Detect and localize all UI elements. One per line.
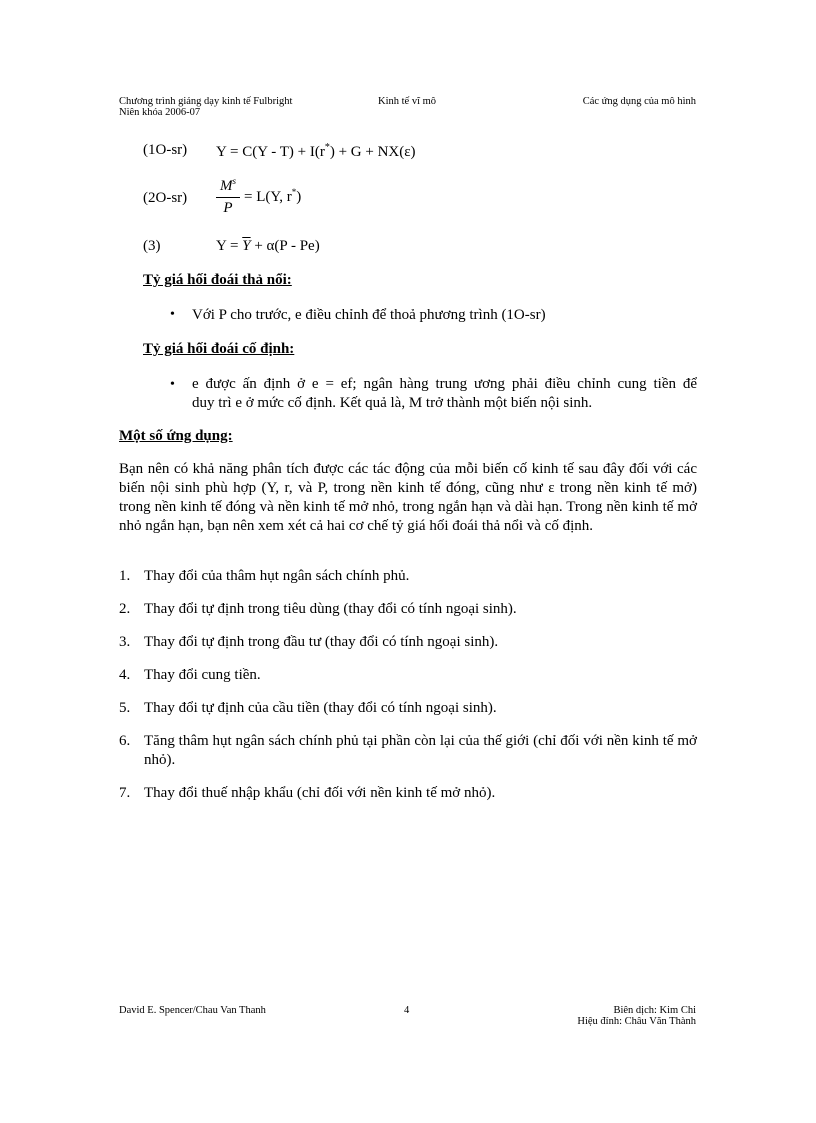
fixed-rate-heading: Tỷ giá hối đoái cố định: — [143, 341, 295, 357]
list-item: 7. Thay đổi thuế nhập khẩu (chỉ đối với nền kinh tế mở nhỏ). — [119, 785, 496, 801]
list-item: 2. Thay đổi tự định trong tiêu dùng (thay đổi có tính ngoại sinh). — [119, 601, 517, 617]
footer-editor: Hiệu đính: Châu Văn Thành — [577, 1016, 696, 1027]
equation-2-label: (2O-sr) — [143, 190, 188, 206]
equation-2-denominator: P — [223, 200, 233, 216]
equation-2-rhs: = L(Y, r*) — [244, 187, 302, 205]
applications-heading: Một số ứng dụng: — [119, 428, 233, 444]
equation-3-ybar: $\overline{Y}$ — [242, 238, 251, 254]
list-item: 5. Thay đổi tự định của cầu tiền (thay đổi có tính ngoại sinh). — [119, 700, 497, 716]
list-item: 1. Thay đổi của thâm hụt ngân sách chính phủ. — [119, 568, 410, 584]
header-course: Kinh tế vĩ mô — [378, 96, 437, 107]
header-left — [119, 96, 292, 118]
equation-2-numerator: $M^s$ — [216, 176, 240, 198]
footer-translator: Biên dịch: Kim Chi — [613, 1005, 696, 1016]
header-chapter: Các ứng dụng của mô hình — [582, 96, 696, 107]
equation-3-lhs: Y = — [216, 238, 243, 254]
equation-1-label: (1O-sr) — [143, 142, 188, 158]
equation-1-lhs: Y = C(Y - T) + I(r — [216, 144, 325, 160]
equation-2 — [216, 176, 301, 217]
page-number: 4 — [404, 1005, 410, 1016]
footer-credits — [577, 1005, 696, 1027]
floating-rate-text: Với P cho trước, e điều chỉnh để thoả phương trình (1O-sr) — [192, 307, 546, 323]
equation-3-rhs: + α(P - Pe) — [250, 238, 320, 254]
equation-1-rhs: ) + G + NX(ε) — [329, 144, 416, 160]
floating-rate-heading: Tỷ giá hối đoái thả nổi: — [143, 272, 292, 288]
intro-paragraph: Bạn nên có khả năng phân tích được các tác động của mỗi biến cố kinh tế sau đây đối với các biến nội sinh phù hợp (Y, r, và P, trong nền kinh tế đóng, cũng như ε trong nền kinh tế mở) trong nền kinh tế đóng và nền kinh tế mở nhỏ, trong ngắn hạn và dài hạn. Trong nền kinh tế mở nhỏ ngắn hạn, bạn nên xem xét cả hai cơ chế tỷ giá hối đoái thả nổi và cố định. — [119, 461, 697, 534]
bullet-icon: • — [170, 307, 175, 322]
list-item: 3. Thay đổi tự định trong đầu tư (thay đổi có tính ngoại sinh). — [119, 634, 499, 650]
fixed-rate-text: e được ấn định ở e = ef; ngân hàng trung ương phải điều chỉnh cung tiền để duy trì e ở mức cố định. Kết quả là, M trở thành một biến nội sinh. — [192, 376, 697, 411]
header-year: Niên khóa 2006-07 — [119, 107, 201, 118]
bullet-icon: • — [170, 377, 175, 392]
header-program: Chương trình giảng dạy kinh tế Fulbright — [119, 96, 293, 107]
list-item: 4. Thay đổi cung tiền. — [119, 667, 261, 683]
applications-list — [119, 567, 697, 817]
equation-2-fraction — [216, 176, 240, 217]
equation-1-star: * — [324, 142, 330, 153]
equation-3 — [216, 238, 320, 255]
list-item: 6. Tăng thâm hụt ngân sách chính phủ tại phần còn lại của thế giới (chỉ đối với nền kinh tế mở nhỏ). — [119, 733, 697, 768]
equation-1 — [216, 142, 416, 161]
equation-3-label: (3) — [143, 238, 161, 254]
footer-authors: David E. Spencer/Chau Van Thanh — [119, 1005, 266, 1016]
